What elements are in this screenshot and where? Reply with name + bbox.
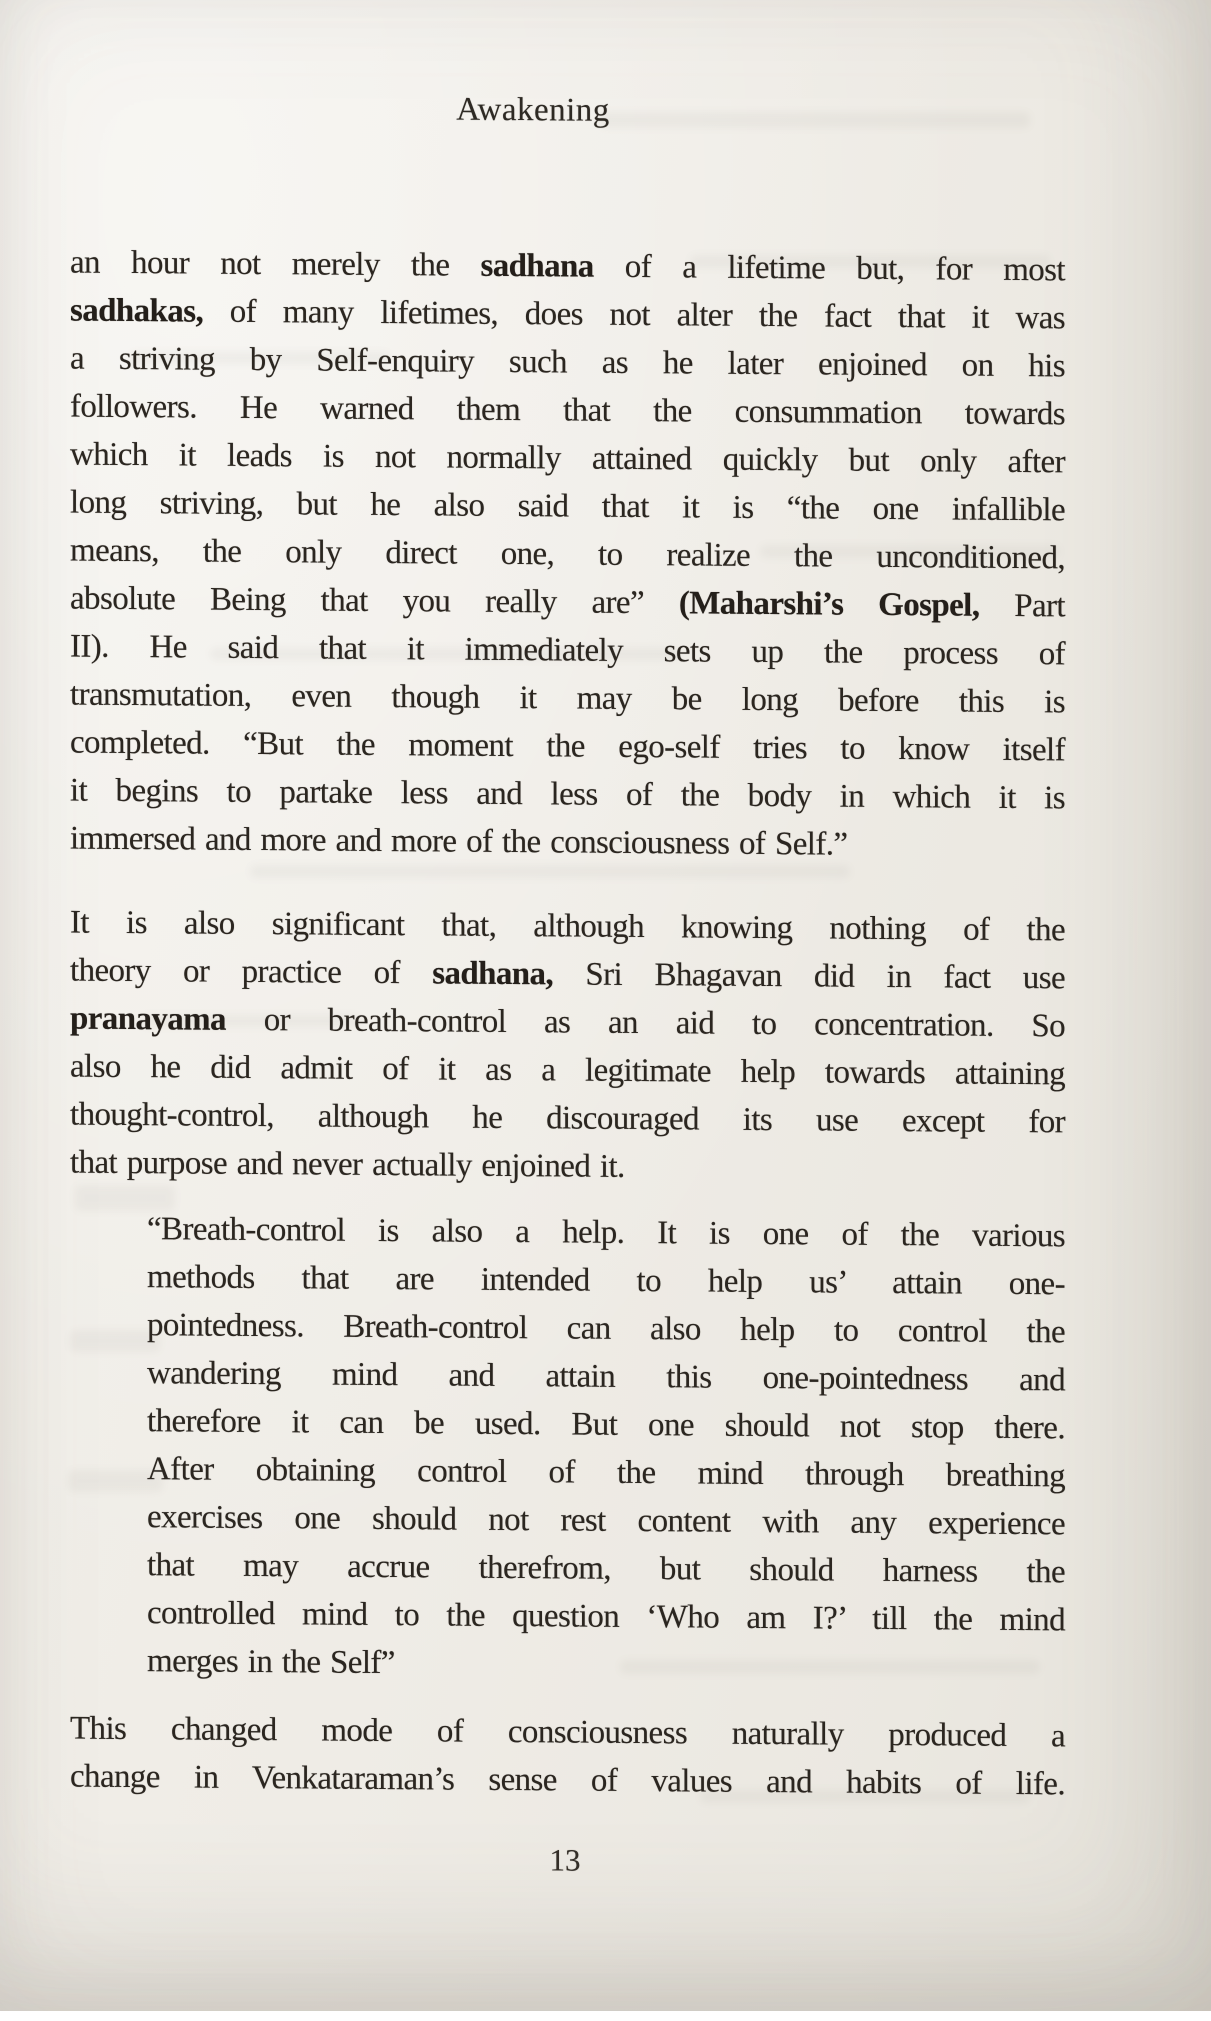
text-segment: a striving by Self-enquiry such as he later enjoined on his [70,341,1065,385]
text-segment: immersed and more and more of the consciousness of Self.” [70,821,847,863]
text-segment: it begins to partake less and less of the body in which it is [70,773,1065,817]
text-line [70,947,1065,1003]
text-segment: an hour not merely the [70,245,481,284]
text-line [70,287,1065,343]
text-segment: or breath-control as an aid to concentration. So [226,1002,1065,1045]
text-segment: absolute Being that you really are” [70,581,679,622]
text-line [70,1705,1065,1761]
text-segment: completed. “But the moment the ego-self tries to know itself [70,725,1065,769]
text-line [70,995,1065,1051]
text-line [70,1091,1065,1147]
text-line [70,767,1065,823]
text-segment: pointedness. Breath-control can also help to control the [147,1307,1065,1350]
text-segment: methods that are intended to help us’ attain one- [147,1259,1065,1302]
text-segment: After obtaining control of the mind through breathing [147,1451,1065,1494]
text-line [70,239,1065,295]
text-segment: wandering mind and attain this one-pointedness and [147,1355,1065,1398]
text-segment: This changed mode of consciousness naturally produced a [70,1711,1065,1755]
text-line [147,1349,1065,1404]
text-line [70,383,1065,439]
emphasized-term: (Maharshi’s Gospel, [679,585,980,623]
text-line [70,335,1065,391]
text-line [147,1445,1065,1500]
emphasized-term: sadhakas, [70,293,203,330]
text-line [147,1541,1065,1596]
text-segment: It is also significant that, although knowing nothing of the [70,905,1065,949]
text-line [147,1205,1065,1260]
body-text [70,239,1065,1809]
text-line [70,1043,1065,1099]
text-line [70,623,1065,679]
text-segment: II). He said that it immediately sets up the process of [70,629,1065,673]
text-line [147,1637,1065,1692]
text-segment: that purpose and never actually enjoined it. [70,1145,625,1185]
text-line [147,1397,1065,1452]
text-segment: of a lifetime but, for most [594,249,1065,289]
text-segment: followers. He warned them that the consummation towards [70,389,1065,433]
text-line [70,719,1065,775]
text-segment: theory or practice of [70,953,432,992]
text-segment: merges in the Self” [147,1643,395,1681]
emphasized-term: pranayama [70,1001,226,1038]
text-line [147,1493,1065,1548]
text-line [70,671,1065,727]
text-line [70,575,1065,631]
text-line [147,1589,1065,1644]
paragraph [70,899,1065,1195]
block-quote [147,1205,1065,1692]
text-segment: means, the only direct one, to realize the unconditioned, [70,533,1065,577]
paragraph [70,239,1065,871]
text-segment: that may accrue therefrom, but should harness the [147,1547,1065,1590]
text-segment: controlled mind to the question ‘Who am I?’ till the mind [147,1595,1065,1638]
text-line [70,431,1065,487]
paragraph [70,1705,1065,1809]
text-line [147,1253,1065,1308]
text-segment: change in Venkataraman’s sense of values and habits of life. [70,1759,1065,1803]
text-segment: transmutation, even though it may be long before this is [70,677,1065,721]
text-line [147,1301,1065,1356]
page-number: 13 [0,1838,1130,1883]
text-segment: which it leads is not normally attained quickly but only after [70,437,1065,481]
text-segment: long striving, but he also said that it is “the one infallible [70,485,1065,529]
text-segment: Part [979,588,1065,625]
text-line [70,1139,1065,1195]
running-header: Awakening [0,88,1066,133]
text-segment: therefore it can be used. But one should not stop there. [147,1403,1065,1446]
text-line [70,899,1065,955]
text-segment: exercises one should not rest content with any experience [147,1499,1065,1542]
text-line [70,527,1065,583]
text-line [70,1753,1065,1809]
text-segment: Sri Bhagavan did in fact use [553,956,1065,996]
text-segment: “Breath-control is also a help. It is one of the various [147,1211,1065,1254]
text-line [70,479,1065,535]
emphasized-term: sadhana, [432,955,553,992]
text-line [70,815,1065,871]
text-segment: also he did admit of it as a legitimate help towards attaining [70,1049,1065,1093]
text-segment: thought-control, although he discouraged its use except for [70,1097,1065,1141]
text-segment: of many lifetimes, does not alter the fact that it was [203,294,1065,337]
emphasized-term: sadhana [481,248,594,285]
